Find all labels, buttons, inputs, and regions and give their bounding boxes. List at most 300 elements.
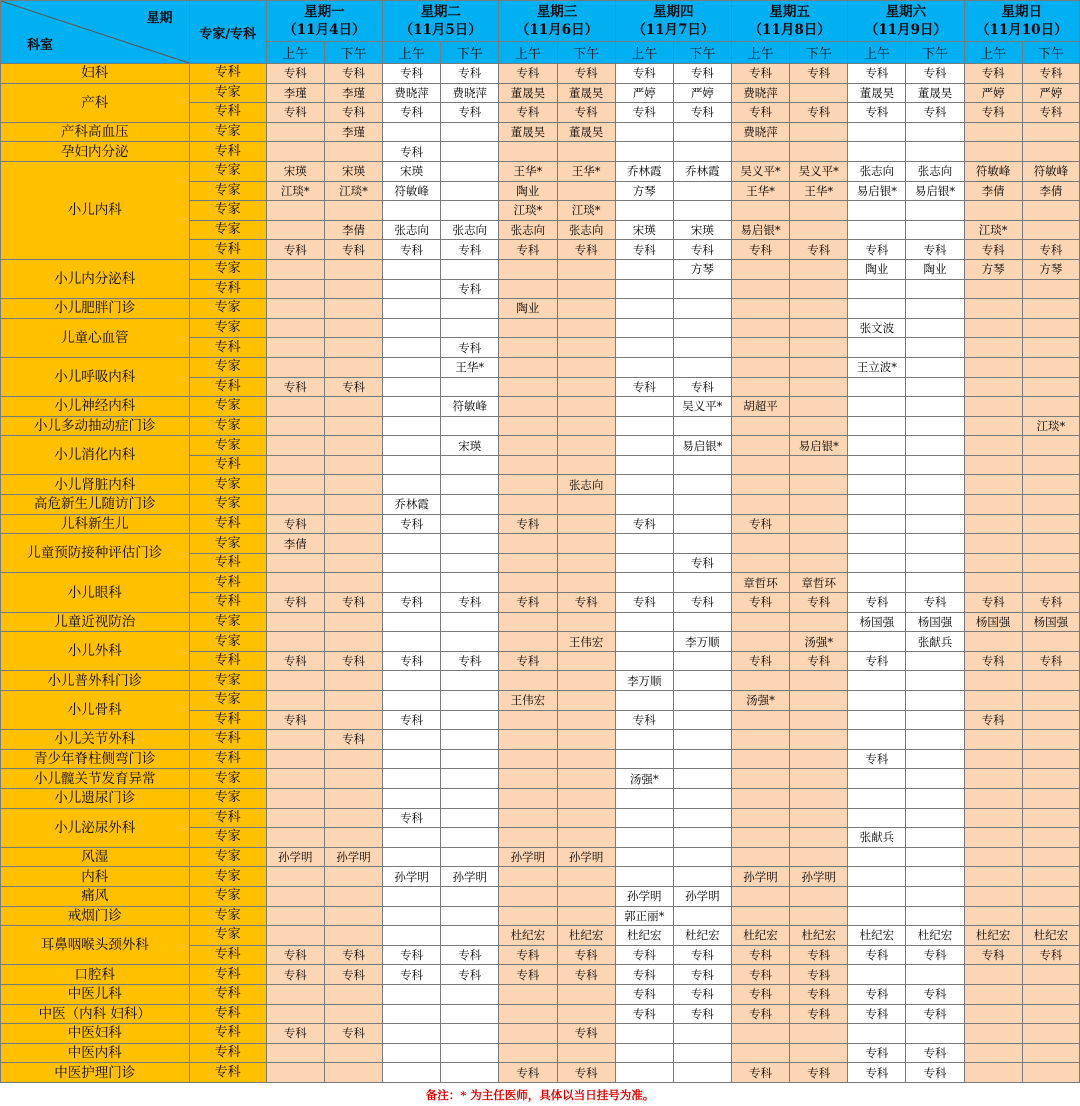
schedule-cell (441, 612, 499, 632)
schedule-cell: 孙学明 (557, 847, 615, 867)
schedule-cell (615, 632, 673, 652)
schedule-cell (499, 1024, 557, 1044)
schedule-cell (383, 318, 441, 338)
schedule-cell (557, 181, 615, 201)
schedule-cell (906, 377, 964, 397)
department-name: 儿童心血管 (1, 318, 190, 357)
department-name: 儿童预防接种评估门诊 (1, 534, 190, 573)
schedule-cell: 费晓萍 (441, 83, 499, 103)
schedule-cell (906, 201, 964, 221)
clinic-type: 专科 (189, 1043, 266, 1063)
schedule-cell (790, 788, 848, 808)
schedule-cell (499, 788, 557, 808)
schedule-cell: 王立波* (848, 357, 906, 377)
schedule-cell: 专科 (615, 514, 673, 534)
schedule-cell (673, 749, 731, 769)
schedule-cell: 专科 (499, 945, 557, 965)
schedule-cell (1022, 1063, 1079, 1083)
schedule-cell (964, 201, 1022, 221)
schedule-cell (964, 730, 1022, 750)
schedule-cell: 杜纪宏 (848, 926, 906, 946)
schedule-cell (324, 749, 382, 769)
department-name: 青少年脊柱侧弯门诊 (1, 749, 190, 769)
schedule-cell: 费晓萍 (731, 122, 789, 142)
schedule-cell (848, 671, 906, 691)
schedule-cell (731, 906, 789, 926)
schedule-cell: 宋瑛 (673, 220, 731, 240)
clinic-type: 专家 (189, 416, 266, 436)
schedule-cell (324, 357, 382, 377)
schedule-cell (731, 553, 789, 573)
schedule-cell (906, 397, 964, 417)
schedule-cell: 专科 (383, 64, 441, 84)
schedule-cell: 专科 (964, 103, 1022, 123)
department-name: 高危新生儿随访门诊 (1, 495, 190, 515)
clinic-type: 专科 (189, 64, 266, 84)
am-header: 上午 (499, 42, 557, 64)
schedule-cell (383, 436, 441, 456)
schedule-cell (673, 495, 731, 515)
schedule-cell: 专科 (441, 651, 499, 671)
schedule-cell: 专科 (731, 1004, 789, 1024)
schedule-cell: 专科 (557, 945, 615, 965)
schedule-cell: 董晟昊 (499, 122, 557, 142)
schedule-cell: 乔林霞 (615, 161, 673, 181)
schedule-cell (266, 122, 324, 142)
schedule-cell (1022, 122, 1079, 142)
schedule-cell (324, 886, 382, 906)
schedule-cell: 王华* (557, 161, 615, 181)
day-name: 星期一 (304, 4, 345, 20)
schedule-cell (499, 573, 557, 593)
schedule-cell (673, 867, 731, 887)
schedule-cell (673, 455, 731, 475)
corner-header-cell (1, 1, 190, 64)
day-header-sat (848, 1, 964, 42)
schedule-cell (790, 691, 848, 711)
schedule-cell (499, 632, 557, 652)
schedule-cell: 专科 (615, 1004, 673, 1024)
schedule-cell: 符敏峰 (441, 397, 499, 417)
day-date: （11月7日） (632, 22, 715, 38)
clinic-type: 专家 (189, 788, 266, 808)
schedule-cell (790, 730, 848, 750)
schedule-cell: 董晟昊 (906, 83, 964, 103)
schedule-cell (324, 416, 382, 436)
clinic-type: 专家 (189, 201, 266, 221)
schedule-cell: 吴义平* (731, 161, 789, 181)
schedule-cell (383, 984, 441, 1004)
schedule-cell (673, 181, 731, 201)
clinic-type: 专科 (189, 965, 266, 985)
schedule-cell (964, 769, 1022, 789)
department-name: 小儿神经内科 (1, 397, 190, 417)
schedule-cell: 方琴 (673, 259, 731, 279)
schedule-cell (499, 886, 557, 906)
schedule-cell (906, 495, 964, 515)
schedule-cell: 专科 (499, 240, 557, 260)
day-header-tue (383, 1, 499, 42)
schedule-cell (557, 436, 615, 456)
schedule-cell (615, 691, 673, 711)
schedule-cell: 专科 (1022, 64, 1079, 84)
schedule-cell (383, 847, 441, 867)
schedule-cell (383, 357, 441, 377)
schedule-cell (790, 808, 848, 828)
schedule-cell (1022, 377, 1079, 397)
schedule-cell (324, 710, 382, 730)
clinic-type: 专家 (189, 436, 266, 456)
schedule-cell (1022, 1024, 1079, 1044)
schedule-cell (383, 299, 441, 319)
schedule-cell: 张志向 (557, 475, 615, 495)
schedule-cell (324, 455, 382, 475)
schedule-cell: 专科 (266, 710, 324, 730)
schedule-cell (499, 259, 557, 279)
schedule-cell: 专科 (383, 945, 441, 965)
schedule-cell: 专科 (615, 984, 673, 1004)
schedule-cell: 专科 (964, 945, 1022, 965)
schedule-cell (790, 397, 848, 417)
schedule-cell: 王伟宏 (499, 691, 557, 711)
schedule-row (1, 671, 1080, 691)
schedule-cell: 专科 (441, 64, 499, 84)
schedule-cell: 专科 (731, 103, 789, 123)
schedule-cell: 李倩 (266, 534, 324, 554)
schedule-cell: 陶业 (848, 259, 906, 279)
schedule-cell (906, 436, 964, 456)
schedule-cell (1022, 318, 1079, 338)
department-name: 孕妇内分泌 (1, 142, 190, 162)
schedule-cell (906, 534, 964, 554)
schedule-cell (266, 142, 324, 162)
schedule-cell (441, 828, 499, 848)
schedule-cell: 专科 (615, 377, 673, 397)
schedule-cell: 专科 (383, 965, 441, 985)
schedule-cell (383, 612, 441, 632)
day-header-wed (499, 1, 615, 42)
schedule-cell: 专科 (557, 593, 615, 613)
schedule-cell (557, 828, 615, 848)
schedule-cell: 专科 (848, 651, 906, 671)
schedule-cell (906, 357, 964, 377)
schedule-cell: 专科 (383, 710, 441, 730)
clinic-type: 专科 (189, 749, 266, 769)
schedule-cell: 杨国强 (906, 612, 964, 632)
schedule-cell (324, 436, 382, 456)
schedule-cell (266, 416, 324, 436)
schedule-cell (499, 436, 557, 456)
schedule-cell (615, 1043, 673, 1063)
day-date: （11月10日） (976, 22, 1068, 38)
schedule-cell (324, 514, 382, 534)
schedule-cell (557, 671, 615, 691)
schedule-cell (324, 671, 382, 691)
clinic-type: 专科 (189, 593, 266, 613)
schedule-cell: 专科 (324, 103, 382, 123)
schedule-cell: 专科 (906, 1043, 964, 1063)
schedule-cell (964, 808, 1022, 828)
schedule-cell (324, 1004, 382, 1024)
schedule-cell (441, 1063, 499, 1083)
schedule-cell (441, 1043, 499, 1063)
department-name: 小儿肥胖门诊 (1, 299, 190, 319)
schedule-cell (1022, 691, 1079, 711)
clinic-type: 专家 (189, 534, 266, 554)
schedule-cell (790, 749, 848, 769)
schedule-cell (324, 397, 382, 417)
schedule-cell (1022, 279, 1079, 299)
schedule-cell (1022, 534, 1079, 554)
schedule-row (1, 64, 1080, 84)
schedule-cell: 专科 (266, 240, 324, 260)
schedule-cell: 张志向 (499, 220, 557, 240)
schedule-cell (324, 984, 382, 1004)
schedule-cell (383, 926, 441, 946)
schedule-cell: 专科 (615, 965, 673, 985)
schedule-cell (848, 475, 906, 495)
pm-header: 下午 (441, 42, 499, 64)
schedule-cell (499, 906, 557, 926)
schedule-cell (615, 573, 673, 593)
schedule-cell (324, 279, 382, 299)
day-date: （11月9日） (864, 22, 948, 38)
schedule-cell (557, 455, 615, 475)
department-name: 痛风 (1, 886, 190, 906)
department-name: 小儿泌尿外科 (1, 808, 190, 847)
schedule-cell (499, 808, 557, 828)
schedule-cell (964, 984, 1022, 1004)
schedule-cell: 专科 (731, 593, 789, 613)
schedule-cell: 专科 (615, 64, 673, 84)
schedule-cell: 专科 (848, 593, 906, 613)
schedule-cell: 董晟昊 (848, 83, 906, 103)
schedule-row (1, 730, 1080, 750)
schedule-cell (615, 201, 673, 221)
schedule-cell (615, 122, 673, 142)
schedule-cell (557, 397, 615, 417)
schedule-cell: 专科 (324, 730, 382, 750)
schedule-cell (848, 397, 906, 417)
schedule-cell (964, 691, 1022, 711)
department-name: 小儿髋关节发育异常 (1, 769, 190, 789)
schedule-cell (964, 495, 1022, 515)
schedule-cell (906, 514, 964, 534)
schedule-cell: 专科 (324, 965, 382, 985)
clinic-type: 专家 (189, 318, 266, 338)
schedule-cell (441, 847, 499, 867)
schedule-cell: 专科 (383, 651, 441, 671)
schedule-row (1, 416, 1080, 436)
schedule-row (1, 534, 1080, 554)
am-header: 上午 (383, 42, 441, 64)
schedule-cell: 杜纪宏 (557, 926, 615, 946)
schedule-cell (441, 808, 499, 828)
pm-header: 下午 (673, 42, 731, 64)
clinic-type: 专家 (189, 612, 266, 632)
schedule-cell (499, 828, 557, 848)
schedule-cell (673, 730, 731, 750)
schedule-cell (557, 808, 615, 828)
schedule-cell: 专科 (790, 593, 848, 613)
schedule-cell (731, 475, 789, 495)
schedule-cell: 江琰* (266, 181, 324, 201)
schedule-cell: 专科 (1022, 240, 1079, 260)
schedule-cell (615, 495, 673, 515)
schedule-cell (673, 514, 731, 534)
schedule-cell (1022, 1004, 1079, 1024)
day-date: （11月4日） (283, 22, 366, 38)
schedule-cell (964, 573, 1022, 593)
clinic-type: 专科 (189, 1004, 266, 1024)
schedule-cell (964, 318, 1022, 338)
schedule-cell (673, 1063, 731, 1083)
schedule-cell (964, 475, 1022, 495)
schedule-cell (266, 436, 324, 456)
clinic-type: 专科 (189, 279, 266, 299)
am-header: 上午 (731, 42, 789, 64)
schedule-cell (557, 691, 615, 711)
day-name: 星期二 (420, 4, 461, 20)
schedule-cell (499, 455, 557, 475)
schedule-cell (499, 671, 557, 691)
footnote: 备注：* 为主任医师，具体以当日挂号为准。 (425, 1088, 655, 1102)
clinic-type: 专科 (189, 945, 266, 965)
schedule-cell (673, 769, 731, 789)
schedule-cell (441, 1004, 499, 1024)
schedule-cell (1022, 436, 1079, 456)
department-name: 小儿内科 (1, 161, 190, 259)
schedule-cell (557, 612, 615, 632)
schedule-cell (324, 612, 382, 632)
department-name: 小儿关节外科 (1, 730, 190, 750)
schedule-row (1, 1063, 1080, 1083)
schedule-cell: 专科 (1022, 651, 1079, 671)
schedule-cell (790, 318, 848, 338)
schedule-cell (731, 788, 789, 808)
schedule-cell (790, 847, 848, 867)
schedule-cell (557, 710, 615, 730)
schedule-cell: 专科 (266, 651, 324, 671)
schedule-cell: 汤强* (615, 769, 673, 789)
department-name: 小儿骨科 (1, 691, 190, 730)
schedule-cell (441, 416, 499, 436)
schedule-cell (848, 710, 906, 730)
schedule-cell (964, 357, 1022, 377)
schedule-cell (673, 828, 731, 848)
schedule-cell: 专科 (324, 1024, 382, 1044)
schedule-cell (383, 691, 441, 711)
schedule-cell (906, 788, 964, 808)
schedule-cell (499, 357, 557, 377)
schedule-cell (673, 142, 731, 162)
schedule-cell (906, 338, 964, 358)
schedule-cell (964, 1043, 1022, 1063)
schedule-cell (441, 259, 499, 279)
schedule-cell: 张文波 (848, 318, 906, 338)
schedule-cell (848, 808, 906, 828)
schedule-cell (848, 867, 906, 887)
schedule-cell (906, 553, 964, 573)
schedule-cell (615, 299, 673, 319)
schedule-row (1, 867, 1080, 887)
schedule-cell (848, 299, 906, 319)
schedule-cell (906, 847, 964, 867)
schedule-cell (499, 730, 557, 750)
schedule-row (1, 436, 1080, 456)
schedule-cell (790, 142, 848, 162)
schedule-cell (673, 201, 731, 221)
schedule-cell: 杜纪宏 (1022, 926, 1079, 946)
schedule-cell (557, 1043, 615, 1063)
schedule-row (1, 749, 1080, 769)
schedule-cell: 杜纪宏 (499, 926, 557, 946)
schedule-cell (731, 847, 789, 867)
department-name: 风湿 (1, 847, 190, 867)
schedule-cell (383, 279, 441, 299)
schedule-cell (441, 318, 499, 338)
schedule-cell: 李倩 (324, 220, 382, 240)
schedule-cell (790, 416, 848, 436)
schedule-cell (499, 867, 557, 887)
schedule-cell: 张志向 (848, 161, 906, 181)
schedule-cell (731, 1043, 789, 1063)
schedule-row (1, 926, 1080, 946)
schedule-cell: 李倩 (1022, 181, 1079, 201)
schedule-cell (906, 808, 964, 828)
schedule-cell (731, 749, 789, 769)
schedule-cell: 陶业 (499, 181, 557, 201)
schedule-header (1, 1, 1080, 64)
schedule-cell (848, 553, 906, 573)
schedule-cell (731, 299, 789, 319)
schedule-cell: 严婷 (615, 83, 673, 103)
clinic-type: 专科 (189, 240, 266, 260)
schedule-cell (964, 788, 1022, 808)
schedule-cell (848, 122, 906, 142)
schedule-cell (441, 514, 499, 534)
schedule-row (1, 495, 1080, 515)
schedule-cell (848, 965, 906, 985)
schedule-cell: 专科 (673, 64, 731, 84)
schedule-cell (557, 357, 615, 377)
schedule-cell (557, 788, 615, 808)
schedule-cell: 专科 (731, 945, 789, 965)
schedule-cell: 江琰* (557, 201, 615, 221)
schedule-cell: 杜纪宏 (790, 926, 848, 946)
schedule-cell (964, 1024, 1022, 1044)
schedule-cell (1022, 984, 1079, 1004)
schedule-cell (673, 671, 731, 691)
schedule-cell: 专科 (790, 64, 848, 84)
department-name: 戒烟门诊 (1, 906, 190, 926)
schedule-cell: 专科 (790, 965, 848, 985)
schedule-cell: 专科 (615, 103, 673, 123)
schedule-cell: 孙学明 (266, 847, 324, 867)
schedule-cell (266, 201, 324, 221)
schedule-cell: 专科 (848, 945, 906, 965)
schedule-cell (441, 181, 499, 201)
schedule-cell (1022, 1043, 1079, 1063)
schedule-cell: 胡超平 (731, 397, 789, 417)
schedule-cell: 专科 (673, 984, 731, 1004)
schedule-row (1, 788, 1080, 808)
schedule-cell (673, 651, 731, 671)
schedule-cell (790, 1024, 848, 1044)
department-name: 产科高血压 (1, 122, 190, 142)
day-name: 星期四 (653, 4, 694, 20)
pm-header: 下午 (1022, 42, 1079, 64)
